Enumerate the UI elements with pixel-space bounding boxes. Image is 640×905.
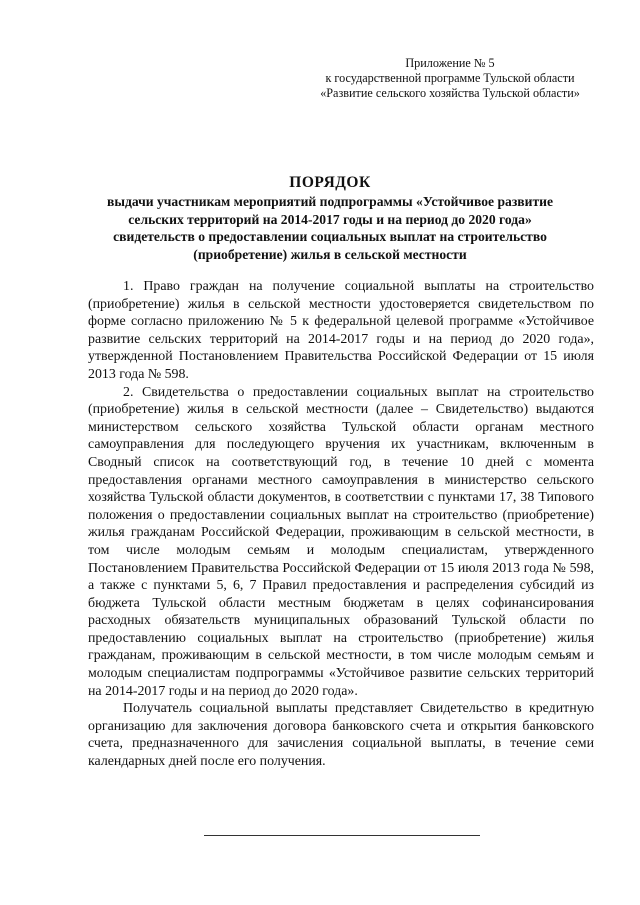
appendix-number: Приложение № 5 — [405, 56, 495, 70]
subtitle-line-4: (приобретение) жилья в сельской местности — [193, 246, 467, 262]
paragraph-3: Получатель социальной выплаты представляет Свидетельство в кредитную организацию для заключения договора банковского счета и открытия банковского счета, предназначенного для зачисления социальной выплаты, в течение семи календарных дней после его получения. — [88, 701, 594, 770]
subtitle-line-2: сельских территорий на 2014-2017 годы и на период до 2020 года» — [128, 211, 532, 227]
document-title: ПОРЯДОК — [289, 174, 371, 191]
paragraph-1: 1. Право граждан на получение социальной выплаты на строительство (приобретение) жилья в сельской местности удостоверяется свидетельством по форме согласно приложению № 5 к федеральной целевой программе «Устойчивое развитие сельских территорий на 2014-2017 годы и на период до 2020 года», утвержденной Постановлением Правительства Российской Федерации от 15 июля 2013 года № 598. — [88, 279, 594, 382]
closing-divider — [204, 835, 480, 836]
appendix-header — [300, 56, 600, 101]
document-subtitle — [70, 193, 590, 263]
subtitle-line-3: свидетельств о предоставлении социальных выплат на строительство — [113, 229, 547, 245]
appendix-program-ref: к государственной программе Тульской области — [325, 71, 575, 85]
paragraph-2: 2. Свидетельства о предоставлении социальных выплат на строительство (приобретение) жилья в сельской местности (далее – Свидетельство) выдаются министерством сельского хозяйства Тульской области органам местного самоуправления для последующего вручения их участникам, включенным в Сводный список на соответствующий год, в течение 10 дней с момента предоставления органами местного самоуправления в министерство сельского хозяйства Тульской области документов, в соответствии с пунктами 17, 38 Типового положения о предоставлении социальных выплат на строительство (приобретение) жилья гражданам Российской Федерации, проживающим в сельской местности, в том числе молодым семьям и молодым специалистам, утвержденного Постановлением Правительства Российской Федерации от 15 июля 2013 года № 598, а также с пунктами 5, 6, 7 Правил предоставления и распределения субсидий из бюджета Тульской области местным бюджетам в целях софинансирования расходных обязательств муниципальных образований Тульской области по предоставлению социальных выплат на строительство (приобретение) жилья гражданам, проживающим в сельской местности, в том числе молодым семьям и молодым специалистам подпрограммы «Устойчивое развитие сельских территорий на 2014-2017 годы и на период до 2020 года». — [88, 384, 594, 699]
document-body — [88, 278, 594, 771]
subtitle-line-1: выдачи участникам мероприятий подпрограммы «Устойчивое развитие — [106, 194, 553, 209]
appendix-program-name: «Развитие сельского хозяйства Тульской области» — [320, 86, 580, 100]
